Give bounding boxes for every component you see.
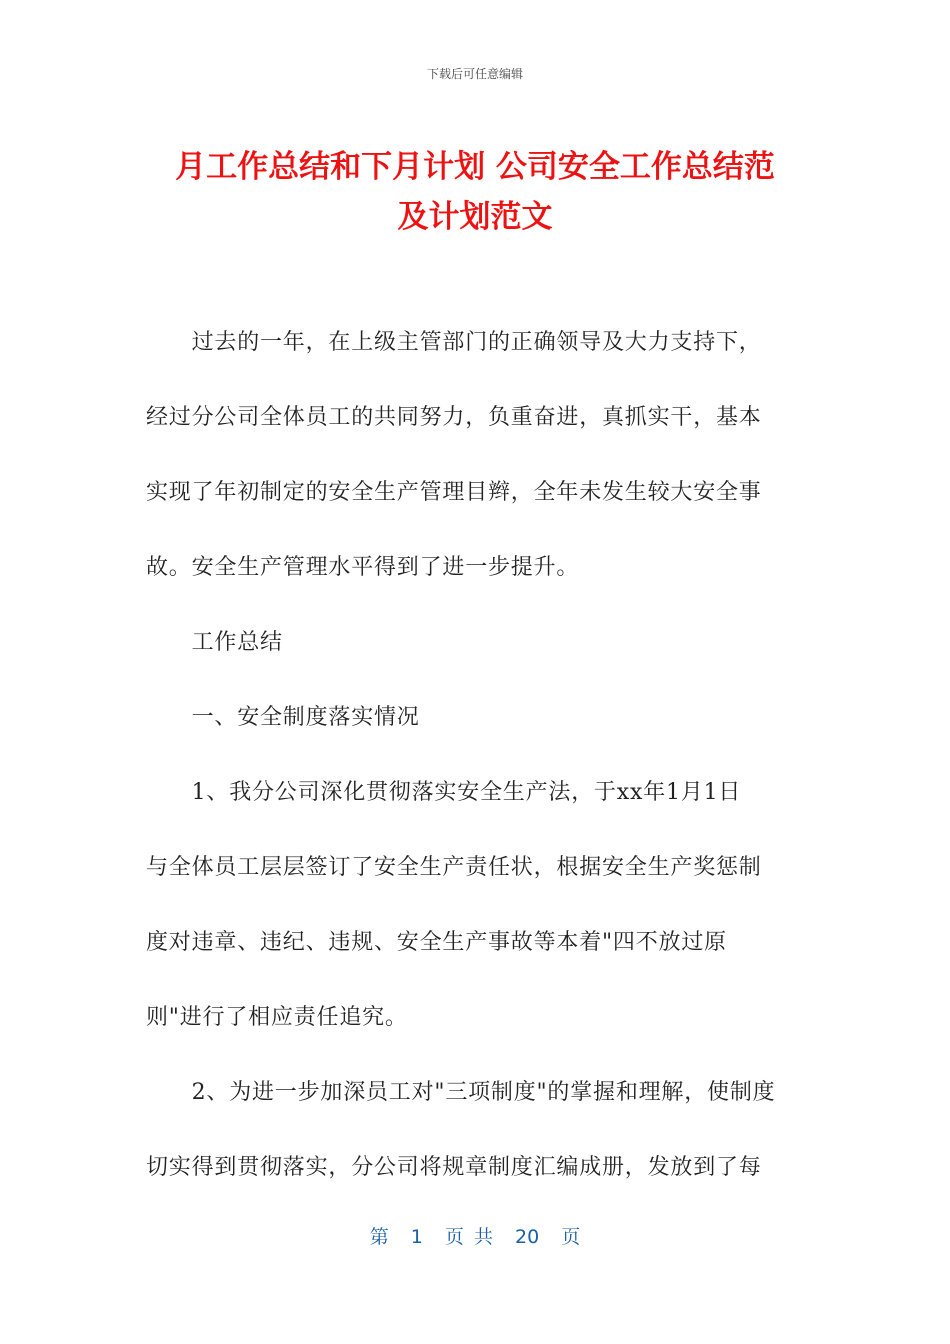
body-line: 经过分公司全体员工的共同努力，负重奋进，真抓实干，基本	[146, 405, 762, 430]
body-line: 1、我分公司深化贯彻落实安全生产法，于xx年1月1日	[146, 780, 742, 805]
body-line: 切实得到贯彻落实，分公司将规章制度汇编成册，发放到了每	[146, 1155, 762, 1180]
total-page-count: 20	[515, 1226, 540, 1248]
body-line: 故。安全生产管理水平得到了进一步提升。	[146, 555, 580, 580]
title-line-1: 月工作总结和下月计划 公司安全工作总结范	[175, 149, 775, 185]
section-heading: 工作总结	[146, 630, 283, 655]
body-line: 与全体员工层层签订了安全生产责任状，根据安全生产奖惩制	[146, 855, 762, 880]
body-line: 实现了年初制定的安全生产管理目辫，全年未发生较大安全事	[146, 480, 762, 505]
page-number-footer	[0, 1224, 950, 1250]
footer-prefix: 第	[369, 1226, 389, 1248]
footer-middle: 页 共	[444, 1226, 493, 1248]
body-line: 过去的一年，在上级主管部门的正确领导及大力支持下，	[146, 330, 762, 355]
body-line: 则"进行了相应责任追究。	[146, 1005, 408, 1030]
subsection-heading: 一、安全制度落实情况	[146, 705, 420, 730]
document-body	[146, 305, 806, 1205]
page-header-note: 下载后可任意编辑	[426, 67, 523, 81]
body-line: 度对违章、违纪、违规、安全生产事故等本着"四不放过原	[146, 930, 727, 955]
current-page-number: 1	[410, 1226, 423, 1248]
body-line: 2、为进一步加深员工对"三项制度"的掌握和理解，使制度	[146, 1080, 776, 1105]
footer-suffix: 页	[561, 1226, 581, 1248]
title-line-2: 及计划范文	[397, 199, 553, 235]
document-title	[120, 142, 830, 242]
